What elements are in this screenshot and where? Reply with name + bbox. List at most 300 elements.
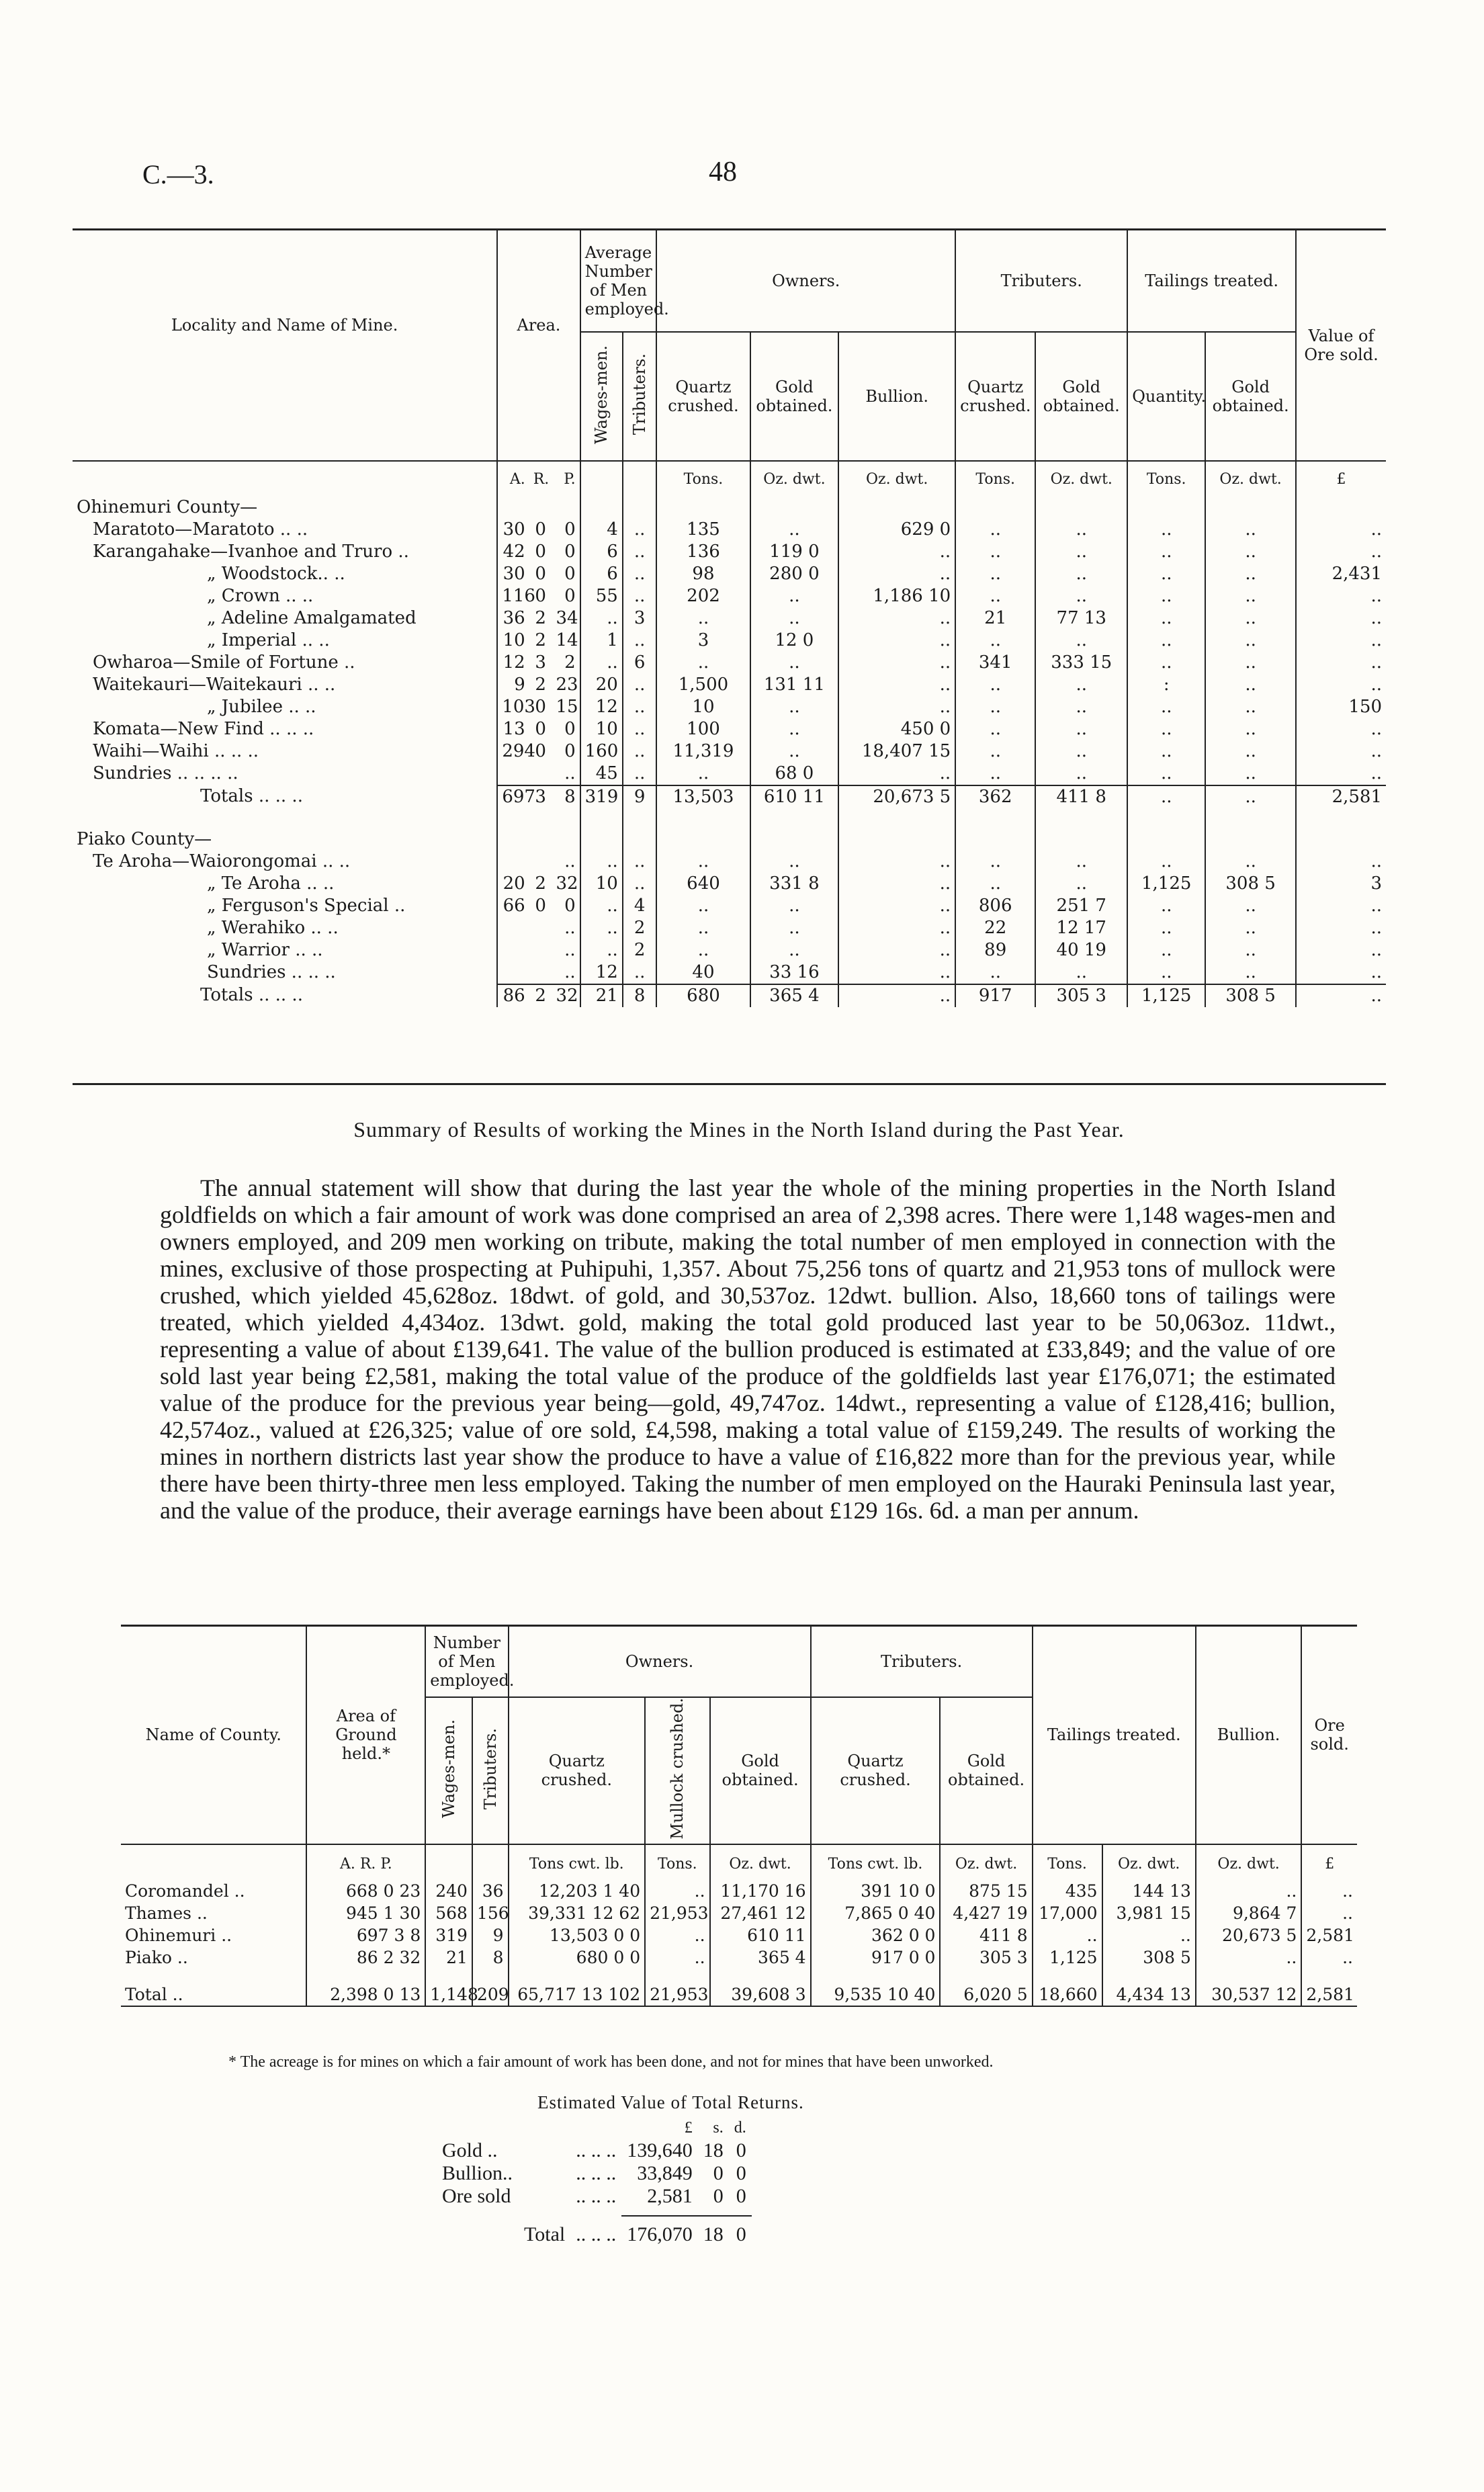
cell-oq: 40 [656,961,750,984]
cell-p: 0 [564,586,576,606]
cell-tg: .. [1035,851,1127,873]
cell-p: 15 [556,697,578,717]
cell-tq: .. [955,740,1035,763]
table-bottom-rule [121,2006,1357,2011]
cell-tq: 806 [955,895,1035,917]
cell-xq: .. [1127,851,1205,873]
cell-tg: .. [1035,541,1127,563]
cell-r: 2 [535,675,546,695]
cell-a: 42 [497,541,529,563]
table-row [73,607,1386,630]
cell-o: 2,581 [1301,1924,1357,1946]
cell-v: .. [1296,652,1386,674]
table-row [73,696,1386,718]
cell-xq: .. [1127,696,1205,718]
cell-w: 21 [425,1946,472,1969]
cell-q: 65,717 13 102 [509,1969,646,2006]
cell-og: 365 4 [750,984,839,1007]
cell-tq: 7,865 0 40 [811,1902,941,1924]
mine-name: Maratoto—Maratoto .. .. [93,519,308,540]
col-quartz2: Quartz crushed. [509,1697,646,1844]
cell-ob: .. [838,696,955,718]
cell-area: 2,398 0 13 [306,1969,425,2006]
cell-r: 0 [535,741,546,761]
cell-v: .. [1296,541,1386,563]
cell-r: 0 [535,564,546,584]
cell-a: 294 [497,740,529,763]
cell-ob: .. [838,674,955,696]
col-bullion2: Bullion. [1196,1626,1302,1844]
cell-v: .. [1296,917,1386,939]
cell-b: 30,537 12 [1196,1969,1302,2006]
cell-ob: .. [838,851,955,873]
unit-pound: £ [684,2119,693,2137]
cell-r: 0 [535,719,546,739]
cell-w: 240 [425,1880,472,1902]
col-wages2: Wages-men. [439,1719,459,1818]
cell-w: 1,148 [425,1969,472,2006]
cell-b: 9,864 7 [1196,1902,1302,1924]
cell-oq: .. [656,763,750,785]
cell-t: .. [623,630,657,652]
cell-xq: .. [1127,652,1205,674]
cell-p: .. [564,851,576,871]
col-tail-gold: Gold obtained. [1205,332,1296,461]
cell-p [552,808,580,851]
unit-label: Oz. dwt. [710,1844,811,1880]
cell-p: .. [564,940,576,960]
unit-s: s. [713,2119,724,2137]
col-tributers: Tributers. [630,353,650,435]
col-tailings2: Tailings treated. [1033,1626,1196,1844]
leader-dots: .. .. .. [576,2139,617,2161]
table-row [73,895,1386,917]
table-row [73,763,1386,785]
cell-a [497,851,529,873]
cell-og: 68 0 [750,763,839,785]
cell-tg: .. [1035,873,1127,895]
cell-q: 12,203 1 40 [509,1880,646,1902]
estimate-d: 0 [736,2139,746,2161]
cell-og: 33 16 [750,961,839,984]
cell-g: 39,608 3 [710,1969,811,2006]
cell-tq: 89 [955,939,1035,961]
cell-w: .. [580,607,623,630]
cell-tg [1035,808,1127,851]
cell-a: 30 [497,519,529,541]
cell-v: .. [1296,939,1386,961]
col-trib-quartz: Quartz crushed. [955,332,1035,461]
table-row [73,541,1386,563]
cell-t: 8 [623,984,657,1007]
cell-tg: 77 13 [1035,607,1127,630]
cell-tq: 391 10 0 [811,1880,941,1902]
cell-p: 0 [564,719,576,739]
cell-r [529,808,552,851]
estimate-d: 0 [729,2216,752,2246]
county-name: Thames .. [125,1903,208,1923]
cell-tq [955,497,1035,519]
cell-og: 280 0 [750,563,839,585]
cell-oq: 11,319 [656,740,750,763]
cell-w: 160 [580,740,623,763]
cell-t: 6 [623,652,657,674]
mine-name: „ Imperial .. .. [207,630,330,650]
cell-t: 3 [623,607,657,630]
cell-a: 697 [497,785,529,808]
unit-label: R. [533,471,550,488]
cell-ob: 450 0 [838,718,955,740]
cell-xg: .. [1205,895,1296,917]
cell-ob [838,808,955,851]
estimate-l: 176,070 [621,2216,698,2246]
table-row [73,873,1386,895]
cell-xq: .. [1127,563,1205,585]
cell-t: .. [623,961,657,984]
cell-oq: .. [656,895,750,917]
col-area: Area. [497,230,580,462]
cell-tq: .. [955,873,1035,895]
cell-t: 2 [623,939,657,961]
cell-o: .. [1301,1902,1357,1924]
cell-xg: 308 5 [1205,873,1296,895]
cell-og: 119 0 [750,541,839,563]
mine-name: „ Ferguson's Special .. [207,896,406,916]
cell-tq: .. [955,763,1035,785]
cell-tq: .. [955,630,1035,652]
cell-q: 680 0 0 [509,1946,646,1969]
cell-ob: .. [838,873,955,895]
cell-a [497,939,529,961]
cell-r [529,961,552,984]
cell-r [529,497,552,519]
estimate-s: 0 [713,2185,724,2207]
cell-v: .. [1296,961,1386,984]
cell-p [552,497,580,519]
estimate-s: 18 [698,2216,729,2246]
unit-label [623,461,657,497]
county-row [121,1924,1357,1946]
cell-ob: .. [838,607,955,630]
cell-xg: .. [1205,585,1296,607]
cell-t: 2 [623,917,657,939]
cell-xq: 1,125 [1033,1946,1102,1969]
cell-o: .. [1301,1880,1357,1902]
cell-r: 3 [529,785,552,808]
cell-p: 0 [564,564,576,584]
cell-xg: .. [1205,718,1296,740]
cell-p: 32 [552,984,580,1007]
county-heading-row [73,808,1386,851]
cell-xg: .. [1205,563,1296,585]
col-trib-quartz2: Quartz crushed. [811,1697,941,1844]
cell-tq: 21 [955,607,1035,630]
mine-name: „ Jubilee .. .. [207,697,316,717]
cell-t: .. [623,519,657,541]
cell-a: 12 [497,652,529,674]
cell-tg: 251 7 [1035,895,1127,917]
cell-a [497,961,529,984]
cell-tg: 4,427 19 [940,1902,1032,1924]
estimate-d: 0 [736,2162,746,2184]
cell-p: 0 [564,519,576,540]
col-tributers-group: Tributers. [955,230,1127,333]
cell-p: 34 [556,608,578,628]
cell-xg: .. [1205,763,1296,785]
cell-t: .. [623,585,657,607]
col-owners-gold: Gold obtained. [750,332,839,461]
cell-ob: .. [838,563,955,585]
county-summary-table [121,1626,1357,2011]
cell-ob [838,497,955,519]
cell-tg: .. [1035,740,1127,763]
col-value: Value of Ore sold. [1296,230,1386,462]
cell-b: .. [1196,1880,1302,1902]
county-row [121,1946,1357,1969]
cell-xq: .. [1127,917,1205,939]
cell-tq: .. [955,519,1035,541]
cell-tg: 12 17 [1035,917,1127,939]
cell-xq: .. [1127,785,1205,808]
cell-t: .. [623,763,657,785]
mine-name: „ Woodstock.. .. [207,564,345,584]
cell-xg [1205,808,1296,851]
cell-v: 3 [1296,873,1386,895]
unit-label: £ [1296,461,1386,497]
unit-label: Oz. dwt. [940,1844,1032,1880]
cell-tg: .. [1035,630,1127,652]
county-name: Total .. [125,1984,183,2004]
col-gold2: Gold obtained. [710,1697,811,1844]
cell-xg: .. [1205,674,1296,696]
unit-label: A. [497,461,529,497]
cell-area: 697 3 8 [306,1924,425,1946]
cell-tq: .. [955,718,1035,740]
summary-title: Summary of Results of working the Mines in the North Island during the Past Year. [353,1117,1125,1142]
col-owners: Owners. [656,230,955,333]
page-number: 48 [709,157,737,187]
footnote: * The acreage is for mines on which a fair amount of work has been done, and not for mines that have been unworked. [228,2053,994,2071]
cell-p: 32 [556,873,578,894]
county-row [121,1902,1357,1924]
cell-ob: .. [838,961,955,984]
cell-og: .. [750,939,839,961]
leader-dots: .. .. .. [576,2162,617,2184]
cell-tq: 917 0 0 [811,1946,941,1969]
cell-ob: .. [838,541,955,563]
cell-w: 10 [580,873,623,895]
cell-a: 30 [497,563,529,585]
estimate-label: Gold .. [442,2139,498,2161]
mine-name: Totals .. .. .. [200,786,303,806]
cell-og: .. [750,652,839,674]
cell-v: .. [1296,984,1386,1007]
unit-label: Oz. dwt. [1196,1844,1302,1880]
cell-oq: 100 [656,718,750,740]
unit-label [580,461,623,497]
cell-area: 668 0 23 [306,1880,425,1902]
cell-xq: .. [1127,895,1205,917]
cell-t: .. [623,563,657,585]
cell-t: 209 [472,1969,509,2006]
cell-w: 20 [580,674,623,696]
cell-b: .. [1196,1946,1302,1969]
cell-og: .. [750,696,839,718]
cell-o: .. [1301,1946,1357,1969]
cell-p: .. [564,962,576,982]
mine-name: Totals .. .. .. [200,985,303,1005]
cell-a [497,497,529,519]
cell-w: 21 [580,984,623,1007]
cell-v: 150 [1296,696,1386,718]
cell-xq: .. [1033,1924,1102,1946]
cell-oq: 202 [656,585,750,607]
cell-v: .. [1296,763,1386,785]
cell-v: .. [1296,718,1386,740]
col-tailings: Tailings treated. [1127,230,1296,333]
cell-m: 21,953 [645,1902,709,1924]
col-avg-men: Average Number of Men employed. [580,230,657,333]
cell-t: 36 [472,1880,509,1902]
cell-xq: 1,125 [1127,984,1205,1007]
cell-ob: .. [838,917,955,939]
cell-oq [656,497,750,519]
cell-xq: .. [1127,519,1205,541]
unit-label: Oz. dwt. [1205,461,1296,497]
cell-xg: .. [1205,785,1296,808]
estimate-l: 139,640 [627,2139,693,2161]
cell-og: .. [750,740,839,763]
cell-a: 86 [497,984,529,1007]
cell-t: 9 [472,1924,509,1946]
col-tail-qty: Quantity. [1127,332,1205,461]
estimate-d: 0 [736,2185,746,2207]
cell-xg: .. [1205,917,1296,939]
cell-g: 11,170 16 [710,1880,811,1902]
cell-tg: 875 15 [940,1880,1032,1902]
cell-v: 2,431 [1296,563,1386,585]
cell-oq: 640 [656,873,750,895]
estimate-row [437,2185,752,2208]
cell-tq: 917 [955,984,1035,1007]
cell-g: 610 11 [710,1924,811,1946]
cell-oq: 3 [656,630,750,652]
cell-a [497,808,529,851]
unit-label [425,1844,472,1880]
cell-og: .. [750,585,839,607]
unit-label: Tons cwt. lb. [811,1844,941,1880]
mine-name: Piako County— [77,829,212,849]
cell-r: 2 [535,630,546,650]
cell-v: .. [1296,895,1386,917]
cell-xg: 3,981 15 [1102,1902,1196,1924]
county-name: Ohinemuri .. [125,1925,232,1945]
cell-og [750,497,839,519]
cell-a: 20 [497,873,529,895]
cell-r: 3 [535,652,546,673]
cell-oq: .. [656,851,750,873]
estimate-l: 2,581 [647,2185,693,2207]
cell-p: 14 [556,630,578,650]
cell-v [1296,808,1386,851]
cell-ob: 629 0 [838,519,955,541]
cell-p: .. [564,763,576,783]
cell-a: 9 [497,674,529,696]
cell-og: .. [750,851,839,873]
cell-a: 116 [497,585,529,607]
cell-a: 36 [497,607,529,630]
cell-g: 27,461 12 [710,1902,811,1924]
col-ground: Area of Ground held.* [306,1626,425,1844]
cell-xg: .. [1205,740,1296,763]
cell-w: 55 [580,585,623,607]
cell-b: 20,673 5 [1196,1924,1302,1946]
cell-w [580,497,623,519]
cell-w: 45 [580,763,623,785]
cell-ob: 1,186 10 [838,585,955,607]
cell-xg: .. [1205,519,1296,541]
cell-r: 2 [535,873,546,894]
estimate-table [437,2116,752,2246]
cell-og: .. [750,607,839,630]
cell-xg [1205,497,1296,519]
mine-name: „ Crown .. .. [207,586,314,606]
cell-og: 331 8 [750,873,839,895]
cell-xg: 308 5 [1102,1946,1196,1969]
mine-name: Karangahake—Ivanhoe and Truro .. [93,542,409,562]
cell-xq: 17,000 [1033,1902,1102,1924]
cell-a: 66 [497,895,529,917]
cell-w: 10 [580,718,623,740]
cell-p: 0 [564,542,576,562]
mine-name: „ Werahiko .. .. [207,918,339,938]
units-spacer [121,1844,306,1880]
mine-name: Ohinemuri County— [77,497,258,517]
table-row [73,961,1386,984]
cell-w [580,808,623,851]
unit-label: Oz. dwt. [1102,1844,1196,1880]
county-row [121,1880,1357,1902]
unit-label: Tons. [955,461,1035,497]
cell-w: 6 [580,541,623,563]
cell-r: 2 [529,984,552,1007]
mine-name: „ Warrior .. .. [207,940,323,960]
cell-t: .. [623,541,657,563]
cell-m: .. [645,1924,709,1946]
cell-xq: .. [1127,939,1205,961]
cell-xq: .. [1127,763,1205,785]
estimate-title: Estimated Value of Total Returns. [537,2092,804,2112]
cell-w: 568 [425,1902,472,1924]
cell-tq: 9,535 10 40 [811,1969,941,2006]
cell-w: 12 [580,961,623,984]
cell-w: .. [580,917,623,939]
cell-area: 86 2 32 [306,1946,425,1969]
cell-w: .. [580,851,623,873]
unit-label: A. R. P. [306,1844,425,1880]
col-ore2: Ore sold. [1301,1626,1357,1844]
cell-t [623,808,657,851]
cell-xq [1127,808,1205,851]
cell-v: .. [1296,630,1386,652]
table-row [73,740,1386,763]
table-row [73,563,1386,585]
cell-tq: .. [955,851,1035,873]
cell-xg: .. [1205,541,1296,563]
cell-oq: 1,500 [656,674,750,696]
cell-xq: .. [1127,961,1205,984]
cell-w: 12 [580,696,623,718]
